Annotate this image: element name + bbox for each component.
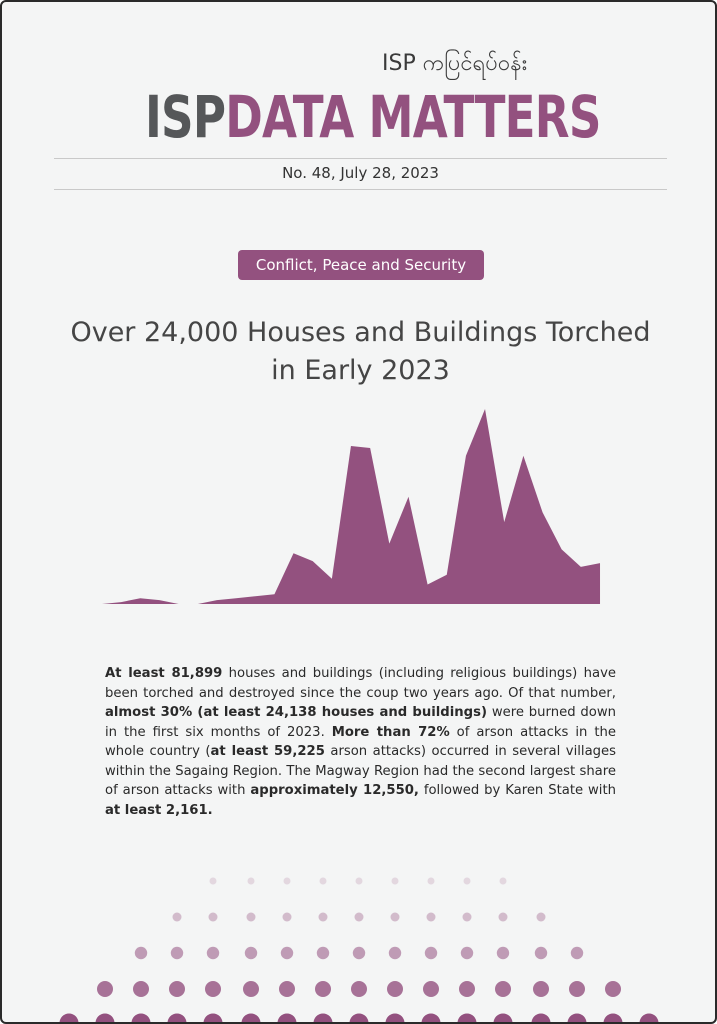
decorative-dot [423,981,439,997]
decorative-dot [248,878,255,885]
decorative-dot [533,981,549,997]
decorative-dot [568,1014,587,1024]
body-text-4: arson attacks) occurred in several villages within the Sagaing Region. The Magway Region had the second largest share of arson attacks with [105,744,617,798]
decorative-dot [532,1014,551,1024]
decorative-dot [209,913,218,922]
headline-line-2: in Early 2023 [271,355,450,386]
area-series [102,409,600,604]
decorative-dot [604,1014,623,1024]
decorative-dot-pattern [2,862,715,1024]
decorative-dot [210,878,217,885]
header-bottom-divider [54,189,667,190]
decorative-dot [386,1014,405,1024]
decorative-dot [391,913,400,922]
issue-info: No. 48, July 28, 2023 [282,164,439,182]
logo-isp-text: ISP [145,83,226,151]
body-text-3: of arson attacks in the whole country ( [105,724,617,759]
decorative-dot [96,1014,115,1024]
decorative-dot [458,1014,477,1024]
stat-2023-share: almost 30% (at least 24,138 houses and buildings) [105,705,487,720]
decorative-dot [243,981,259,997]
decorative-dot [463,913,472,922]
stat-magway-count: approximately 12,550, [250,783,419,798]
decorative-dot [279,981,295,997]
decorative-dot [427,913,436,922]
decorative-dot [461,947,473,959]
decorative-dot [135,947,147,959]
decorative-dot [569,981,585,997]
decorative-dot [464,878,471,885]
decorative-dot [284,878,291,885]
decorative-dot [133,981,149,997]
decorative-dot [247,913,256,922]
decorative-dot [283,913,292,922]
stat-karen-count: at least 2,161. [105,802,213,818]
decorative-dot [389,947,401,959]
decorative-dot [317,947,329,959]
decorative-dot [171,947,183,959]
stat-sagaing-count: at least 59,225 [210,744,325,759]
logo-data-matters-text: DATA MATTERS [225,83,601,151]
decorative-dot [497,947,509,959]
decorative-dot [314,1014,333,1024]
decorative-dot [315,981,331,997]
decorative-dot [97,981,113,997]
publisher-myanmar-name: ISP ကပြင်ရပ်ဝန်း [382,51,528,76]
decorative-dot [500,878,507,885]
header-top-divider [54,158,667,159]
decorative-dot [281,947,293,959]
decorative-dot [495,981,511,997]
decorative-dot [422,1014,441,1024]
decorative-dot [499,913,508,922]
headline-line-1: Over 24,000 Houses and Buildings Torched [70,317,651,348]
body-text-1: houses and buildings (including religious buildings) have been torched and destroyed since the coup two years ago. Of that number, [105,666,616,701]
decorative-dot [242,1014,261,1024]
stat-total-torched: At least 81,899 [105,666,223,681]
decorative-dot [428,878,435,885]
decorative-dot [537,913,546,922]
body-text-2: were burned down in the first six months of 2023. [105,705,616,740]
decorative-dot [60,1014,79,1024]
decorative-dot [535,947,547,959]
decorative-dot [207,947,219,959]
decorative-dot [605,981,621,997]
headline [42,314,679,390]
decorative-dot [425,947,437,959]
decorative-dot [168,1014,187,1024]
decorative-dot [173,913,182,922]
decorative-dot [205,981,221,997]
decorative-dot [387,981,403,997]
decorative-dot [392,878,399,885]
decorative-dot [319,913,328,922]
decorative-dot [204,1014,223,1024]
arson-area-chart [2,397,717,612]
decorative-dot [169,981,185,997]
decorative-dot [640,1014,659,1024]
decorative-dot [132,1014,151,1024]
publication-logo [145,82,601,152]
body-text-5: followed by Karen State with [418,783,616,798]
decorative-dot [278,1014,297,1024]
decorative-dot [353,947,365,959]
decorative-dot [571,947,583,959]
decorative-dot [494,1014,513,1024]
decorative-dot [355,913,364,922]
decorative-dot [356,878,363,885]
stat-sagaing-share: More than 72% [331,724,450,740]
decorative-dot [320,878,327,885]
decorative-dot [459,981,475,997]
body-paragraph [105,664,616,820]
category-badge: Conflict, Peace and Security [238,250,484,280]
decorative-dot [351,981,367,997]
decorative-dot [245,947,257,959]
decorative-dot [350,1014,369,1024]
